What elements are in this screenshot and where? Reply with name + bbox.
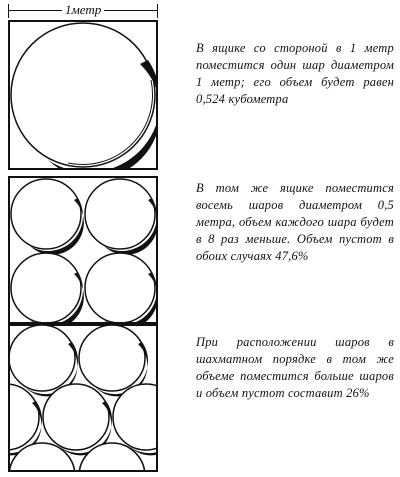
sphere bbox=[11, 179, 84, 255]
box-eight-spheres bbox=[8, 176, 158, 326]
dimension-tick-right bbox=[157, 4, 158, 18]
box-staggered-spheres bbox=[8, 322, 158, 472]
caption-panel-1: В ящике со стороной в 1 метр поместится один шар диаметром 1 метр; его объем будет равен 0,524 кубометра bbox=[196, 41, 394, 106]
dimension-tick-left bbox=[8, 4, 9, 18]
caption-panel-3: При расположении шаров в шахматном порядке в том же объеме поместится больше шаров и объем пустот составит 26% bbox=[196, 335, 394, 400]
sphere bbox=[11, 253, 84, 326]
sphere bbox=[11, 23, 158, 170]
caption-panel-2: В том же ящике поместится восемь шаров диаметром 0,5 метра, объем каждого шара будет в 8 раз меньше. Объем пустот в обоих случаях 47,6% bbox=[196, 181, 394, 263]
sphere bbox=[85, 179, 158, 255]
dimension-label: 1метр bbox=[62, 2, 104, 18]
sphere bbox=[85, 253, 158, 326]
box-one-sphere bbox=[8, 20, 158, 170]
